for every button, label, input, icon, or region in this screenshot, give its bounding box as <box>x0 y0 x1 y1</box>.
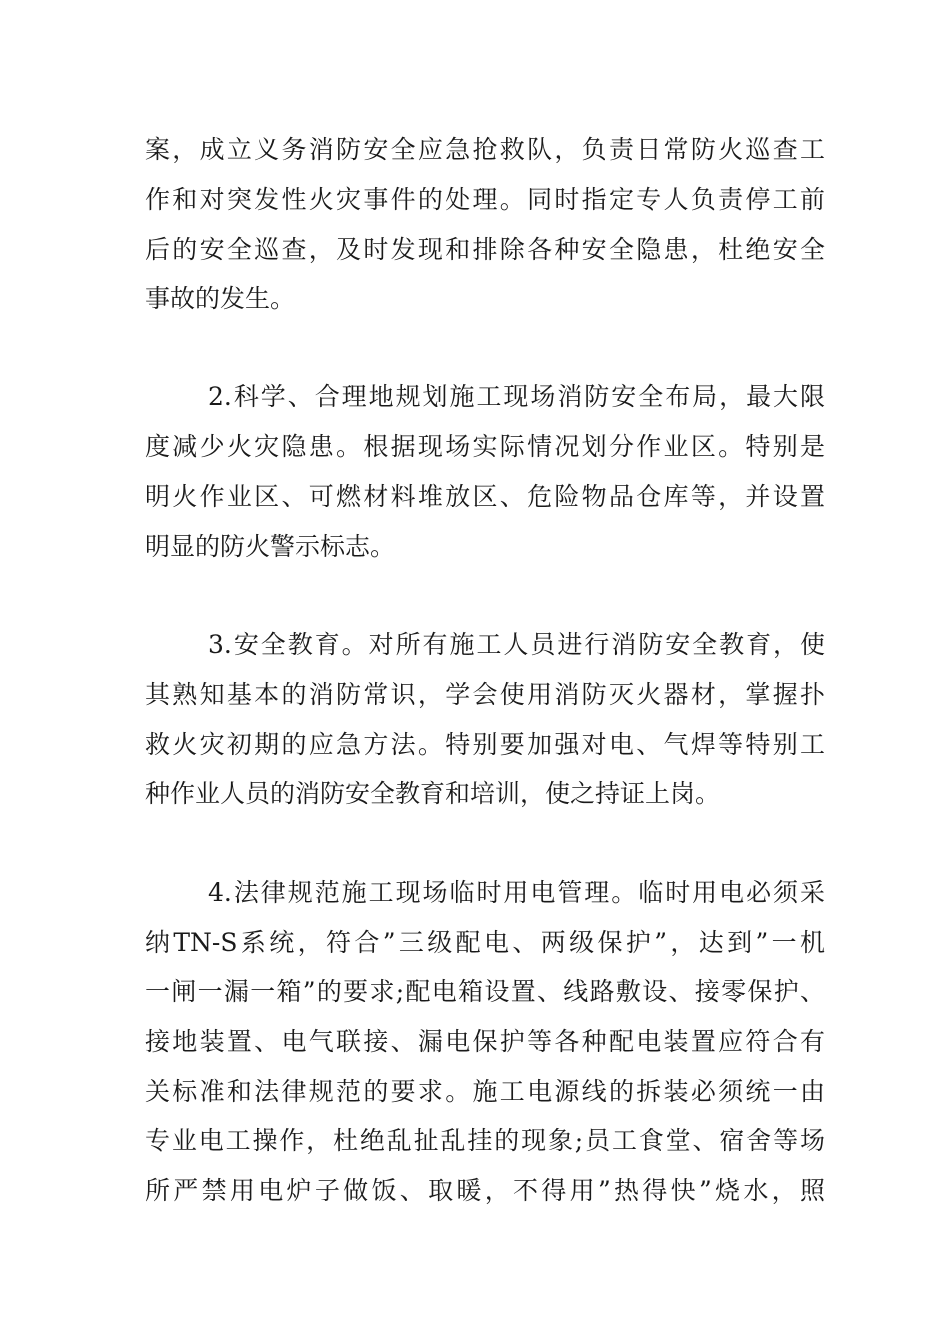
paragraph-4-line-7: 所严禁用电炉子做饭、取暖，不得用”热得快”烧水，照 <box>145 1176 825 1205</box>
paragraph-4-line-4: 接地装置、电气联接、漏电保护等各种配电装置应符合有 <box>145 1027 825 1056</box>
paragraph-2-line-2: 度减少火灾隐患。根据现场实际情况划分作业区。特别是 <box>145 432 825 461</box>
paragraph-1-line-2: 作和对突发性火灾事件的处理。同时指定专人负责停工前 <box>145 185 825 214</box>
paragraph-1-line-1: 案，成立义务消防安全应急抢救队，负责日常防火巡查工 <box>145 135 825 164</box>
paragraph-2-line-4: 明显的防火警示标志。 <box>145 532 396 561</box>
paragraph-4-line-5: 关标准和法律规范的要求。施工电源线的拆装必须统一由 <box>145 1077 825 1106</box>
paragraph-1-line-3: 后的安全巡查，及时发现和排除各种安全隐患，杜绝安全 <box>145 235 825 264</box>
paragraph-2-line-1: 2.科学、合理地规划施工现场消防安全布局，最大限 <box>208 382 825 411</box>
paragraph-2-line-3: 明火作业区、可燃材料堆放区、危险物品仓库等，并设置 <box>145 482 825 511</box>
paragraph-3-line-2: 其熟知基本的消防常识，学会使用消防灭火器材，掌握扑 <box>145 680 825 709</box>
paragraph-4-line-3: 一闸一漏一箱”的要求;配电箱设置、线路敷设、接零保护、 <box>145 977 825 1006</box>
paragraph-4-line-2: 纳TN-S系统，符合”三级配电、两级保护”，达到”一机 <box>145 928 825 957</box>
paragraph-4-line-6: 专业电工操作，杜绝乱扯乱挂的现象;员工食堂、宿舍等场 <box>145 1126 825 1155</box>
paragraph-3-line-3: 救火灾初期的应急方法。特别要加强对电、气焊等特别工 <box>145 730 825 759</box>
paragraph-3-line-1: 3.安全教育。对所有施工人员进行消防安全教育，使 <box>208 630 825 659</box>
paragraph-1-line-4: 事故的发生。 <box>145 284 296 313</box>
paragraph-4-line-1: 4.法律规范施工现场临时用电管理。临时用电必须采 <box>208 878 825 907</box>
paragraph-3-line-4: 种作业人员的消防安全教育和培训，使之持证上岗。 <box>145 779 721 808</box>
